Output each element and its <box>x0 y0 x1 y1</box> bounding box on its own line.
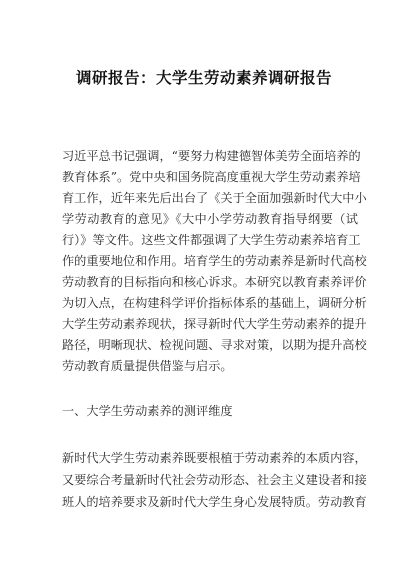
paragraph-line: 育工作，近年来先后出台了《关于全面加强新时代大中小 <box>62 191 367 205</box>
paragraph-line: 为切入点，在构建科学评价指标体系的基础上，调研分析 <box>62 296 367 310</box>
paragraph-line: 路径，明晰现状、检视问题、寻求对策，以期为提升高校 <box>62 338 367 352</box>
section-heading: 一、大学生劳动素养的测评维度 <box>62 404 233 418</box>
paragraph-line: 大学生劳动素养现状，探寻新时代大学生劳动素养的提升 <box>62 317 367 331</box>
paragraph-line: 习近平总书记强调，“要努力构建德智体美劳全面培养的 <box>62 149 361 163</box>
paragraph-line: 班人的培养要求及新时代大学生身心发展特质。劳动教育 <box>62 495 367 509</box>
paragraph-line: 教育体系”。党中央和国务院高度重视大学生劳动素养培 <box>62 170 361 184</box>
document-title: 调研报告：大学生劳动素养调研报告 <box>75 68 332 87</box>
paragraph-line: 劳动教育的目标指向和核心诉求。本研究以教育素养评价 <box>62 275 367 289</box>
paragraph-line: 劳动教育质量提供借鉴与启示。 <box>62 359 233 373</box>
paragraph-line: 学劳动教育的意见》《大中小学劳动教育指导纲要（试 <box>62 212 358 226</box>
paragraph-line: 行）》等文件。这些文件都强调了大学生劳动素养培育工 <box>62 233 361 247</box>
paragraph-line: 又要综合考量新时代社会劳动形态、社会主义建设者和接 <box>62 473 367 487</box>
paragraph-line: 作的重要地位和作用。培育学生的劳动素养是新时代高校 <box>62 254 367 268</box>
paragraph-line: 新时代大学生劳动素养既要根植于劳动素养的本质内容， <box>62 451 367 465</box>
